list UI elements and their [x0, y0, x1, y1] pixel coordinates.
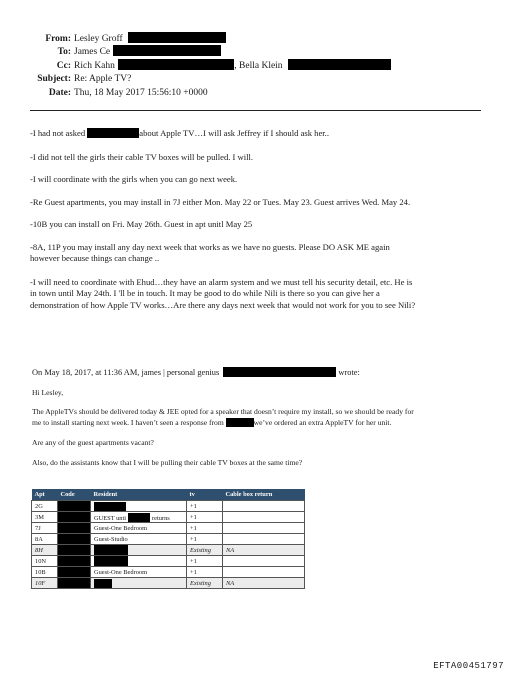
header-subject	[0, 73, 131, 85]
quoted-greeting: Hi Lesley,	[32, 388, 64, 397]
table-header-row	[32, 489, 305, 501]
redaction-box	[58, 501, 90, 511]
column-header: tv	[187, 489, 223, 501]
body-line: -I will coordinate with the girls when you can go next week.	[30, 174, 238, 184]
apt-cell: 7J	[32, 523, 58, 534]
column-header: Resident	[91, 489, 187, 501]
tv-cell: +1	[187, 512, 223, 523]
return-cell	[223, 512, 305, 523]
redaction-box	[128, 513, 150, 522]
body-line: -8A, 11P you may install any day next week that works as we have no guests. Please DO ASK ME again	[30, 242, 390, 252]
subject-value: Re: Apple TV?	[74, 74, 132, 84]
body-line: -10B you can install on Fri. May 26th. Guest in apt unitl May 25	[30, 219, 253, 229]
body-text: about Apple TV…I will ask Jeffrey if I should ask her..	[139, 128, 329, 138]
apt-cell: 2G	[32, 501, 58, 512]
code-cell	[58, 545, 91, 556]
redaction-box	[94, 579, 112, 588]
body-line	[30, 128, 329, 139]
redaction-box	[288, 59, 391, 70]
resident-cell	[91, 512, 187, 523]
tv-cell: +1	[187, 534, 223, 545]
quoted-line: The AppleTVs should be delivered today & JEE opted for a speaker that doesn’t require my install, so we should be ready for	[32, 407, 414, 416]
table-row	[32, 501, 305, 512]
apt-cell: 3M	[32, 512, 58, 523]
cc-label: Cc:	[56, 61, 71, 71]
table-row	[32, 523, 305, 534]
apt-cell: 8A	[32, 534, 58, 545]
body-line: -Re Guest apartments, you may install in 7J either Mon. May 22 or Tues. May 23. Guest arrives Wed. May 24.	[30, 197, 411, 207]
resident-table	[31, 489, 305, 589]
column-header: Code	[58, 489, 91, 501]
from-label: From:	[45, 34, 71, 44]
tv-cell: +1	[187, 567, 223, 578]
redaction-box	[223, 367, 336, 377]
table-row	[32, 512, 305, 523]
resident-cell	[91, 545, 187, 556]
redaction-box	[226, 418, 254, 427]
resident-text: returns	[152, 514, 170, 522]
return-cell	[223, 556, 305, 567]
return-cell	[223, 567, 305, 578]
document-id: EFTA00451797	[433, 661, 504, 671]
table-row	[32, 578, 305, 589]
code-cell	[58, 512, 91, 523]
attribution-text: wrote:	[338, 368, 360, 377]
redaction-box	[58, 534, 90, 544]
redaction-box	[118, 59, 234, 70]
redaction-box	[58, 512, 90, 522]
quoted-attribution	[32, 367, 360, 378]
code-cell	[58, 567, 91, 578]
quoted-text: we’ve ordered an extra AppleTV for her unit.	[253, 418, 392, 427]
table-row	[32, 534, 305, 545]
table-row	[32, 556, 305, 567]
tv-cell: +1	[187, 556, 223, 567]
code-cell	[58, 534, 91, 545]
tv-cell: +1	[187, 523, 223, 534]
apt-cell: 8H	[32, 545, 58, 556]
header-from	[0, 32, 226, 45]
header-to	[0, 45, 221, 58]
resident-text: GUEST unti	[94, 514, 127, 522]
return-cell	[223, 523, 305, 534]
return-cell: NA	[223, 545, 305, 556]
redaction-box	[128, 32, 226, 43]
return-cell: NA	[223, 578, 305, 589]
header-divider	[30, 110, 481, 111]
redaction-box	[58, 578, 90, 588]
code-cell	[58, 501, 91, 512]
redaction-box	[58, 567, 90, 577]
attribution-text: On May 18, 2017, at 11:36 AM, james | personal genius	[32, 368, 220, 377]
resident-cell: Guest-Studio	[91, 534, 187, 545]
apt-cell: 10F	[32, 578, 58, 589]
body-line: in town until May 24th. I 'll be in touch. It may be good to do while Nili is there so you can give her a	[30, 288, 380, 298]
body-line: however because things can change ..	[30, 253, 160, 263]
redaction-box	[58, 523, 90, 533]
return-cell	[223, 534, 305, 545]
apt-cell: 10N	[32, 556, 58, 567]
resident-cell	[91, 501, 187, 512]
resident-cell: Guest-One Bedroom	[91, 567, 187, 578]
table-row	[32, 567, 305, 578]
apt-cell: 10B	[32, 567, 58, 578]
redaction-box	[94, 502, 126, 511]
redaction-box	[87, 128, 139, 138]
header-date	[0, 87, 208, 99]
tv-cell: +1	[187, 501, 223, 512]
body-line: -I did not tell the girls their cable TV boxes will be pulled. I will.	[30, 152, 254, 162]
body-line: -I will need to coordinate with Ehud…they have an alarm system and we must tell his security detail, etc. He is	[30, 277, 413, 287]
cc-value: Rich Kahn	[74, 61, 115, 71]
table-row	[32, 545, 305, 556]
resident-cell: Guest-One Bedroom	[91, 523, 187, 534]
body-text: -I had not asked	[30, 128, 86, 138]
tv-cell: Existing	[187, 578, 223, 589]
to-value: James Ce	[74, 47, 111, 57]
redaction-box	[58, 545, 90, 555]
cc-value-2: , Bella Klein	[234, 61, 283, 71]
header-cc	[0, 59, 391, 72]
date-label: Date:	[48, 88, 71, 98]
return-cell	[223, 501, 305, 512]
body-line: demonstration of how Apple TV works…Are there any days next week that would not work for you to see Nili?	[30, 300, 416, 310]
redaction-box	[94, 545, 128, 555]
code-cell	[58, 578, 91, 589]
redaction-box	[58, 556, 90, 566]
quoted-line	[32, 418, 391, 428]
subject-label: Subject:	[37, 74, 71, 84]
code-cell	[58, 523, 91, 534]
to-label: To:	[57, 47, 71, 57]
tv-cell: Existing	[187, 545, 223, 556]
date-value: Thu, 18 May 2017 15:56:10 +0000	[74, 88, 208, 98]
quoted-question: Also, do the assistants know that I will be pulling their cable TV boxes at the same time?	[32, 458, 303, 467]
code-cell	[58, 556, 91, 567]
column-header: Apt	[32, 489, 58, 501]
column-header: Cable box return	[223, 489, 305, 501]
quoted-text: me to install starting next week. I haven’t seen a response from	[32, 418, 224, 427]
resident-cell	[91, 556, 187, 567]
redaction-box	[113, 45, 221, 56]
from-value: Lesley Groff	[74, 34, 123, 44]
quoted-question: Are any of the guest apartments vacant?	[32, 438, 154, 447]
redaction-box	[94, 556, 128, 566]
resident-cell	[91, 578, 187, 589]
